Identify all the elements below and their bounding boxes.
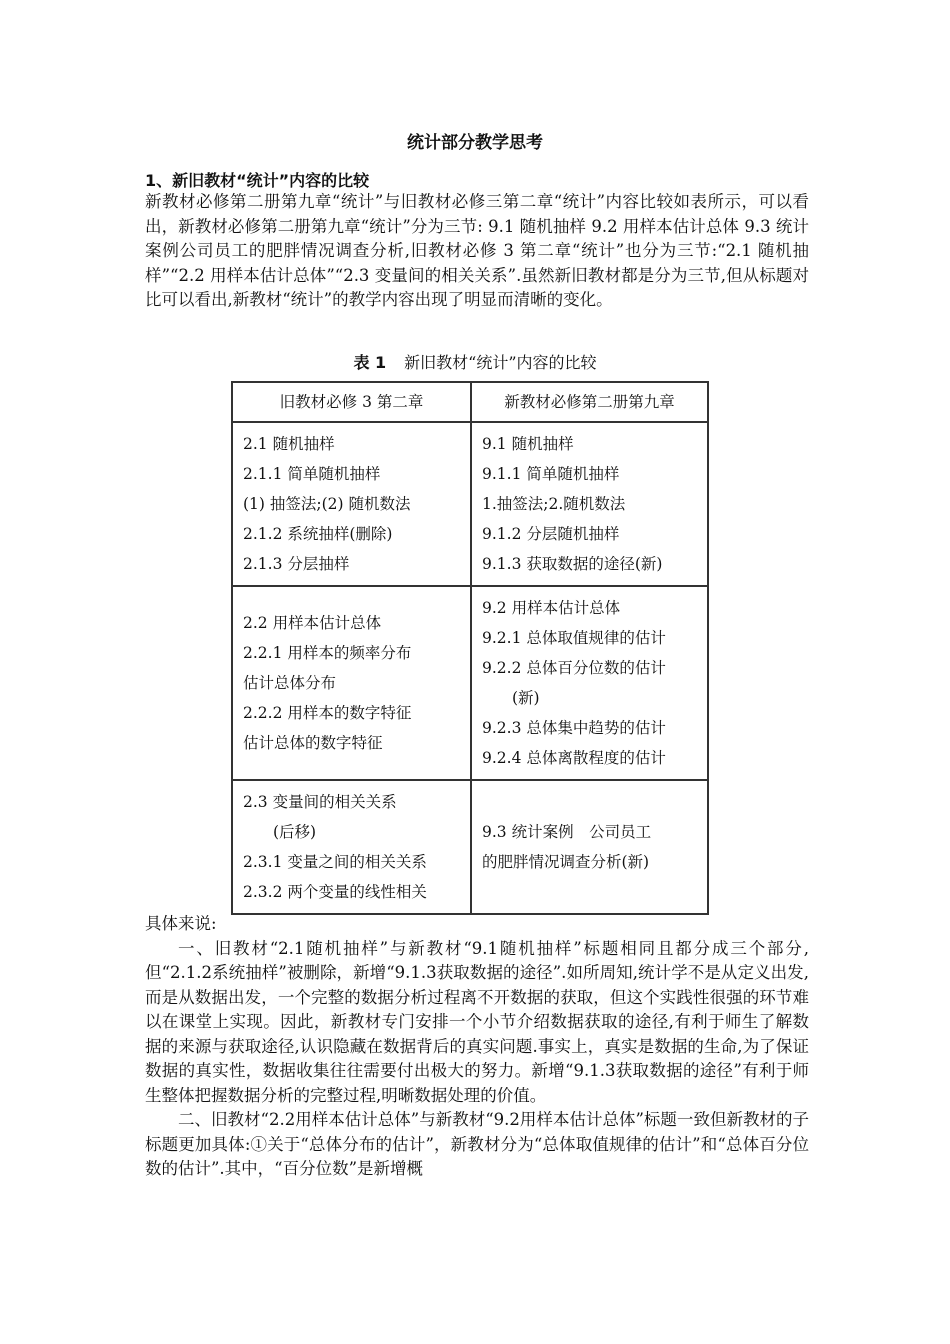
cell-line: 2.3.1 变量之间的相关关系 xyxy=(243,853,427,871)
cell-line: 2.2.1 用样本的频率分布 xyxy=(243,644,412,662)
section-heading: 1、新旧教材“统计”内容的比较 xyxy=(145,171,370,190)
body-text xyxy=(145,912,809,1182)
header-new-textbook: 新教材必修第二册第九章 xyxy=(471,382,708,422)
cell-line: 9.1 随机抽样 xyxy=(482,435,574,453)
cell-line: 2.2.2 用样本的数字特征 xyxy=(243,704,412,722)
cell-line: 9.2 用样本估计总体 xyxy=(482,599,621,617)
cell-line: (后移) xyxy=(273,823,317,841)
table-row xyxy=(232,586,708,780)
paragraph-two: 二、旧教材“2.2用样本估计总体”与新教材“9.2用样本估计总体”标题一致但新教材的子标题更加具体:①关于“总体分布的估计”，新教材分为“总体取值规律的估计”和“总体百分位数的估计”.其中，“百分位数”是新增概 xyxy=(145,1110,809,1178)
cell-line: 估计总体分布 xyxy=(243,674,337,692)
cell-line: 的肥胖情况调查分析(新) xyxy=(482,853,650,871)
specifically-label: 具体来说: xyxy=(145,914,217,933)
old-cell xyxy=(232,422,471,586)
cell-line: 2.1.3 分层抽样 xyxy=(243,555,350,573)
cell-line: 2.3.2 两个变量的线性相关 xyxy=(243,883,427,901)
cell-line: (新) xyxy=(512,689,540,707)
table-row xyxy=(232,422,708,586)
old-cell xyxy=(232,780,471,914)
paragraph-one: 一、旧教材“2.1随机抽样”与新教材“9.1随机抽样”标题相同且都分成三个部分,但“2.1.2系统抽样”被删除，新增“9.1.3获取数据的途径”.如所周知,统计学不是从定义出发,而是从数据出发，一个完整的数据分析过程离不开数据的获取，但这个实践性很强的环节难以在课堂上实现。因此，新教材专门安排一个小节介绍数据获取的途径,有利于师生了解数据的来源与获取途径,认识隐藏在数据背后的真实问题.事实上，真实是数据的生命,为了保证数据的真实性，数据收集往往需要付出极大的努力。新增“9.1.3获取数据的途径”有利于师生整体把握数据分析的完整过程,明晰数据处理的价值。 xyxy=(145,938,809,1105)
cell-line: 9.3 统计案例 公司员工 xyxy=(482,823,652,841)
cell-line: 9.2.1 总体取值规律的估计 xyxy=(482,629,666,647)
cell-line: 9.1.1 简单随机抽样 xyxy=(482,465,620,483)
cell-line: 2.2 用样本估计总体 xyxy=(243,614,382,632)
table-caption xyxy=(0,350,950,373)
cell-line: 9.2.4 总体离散程度的估计 xyxy=(482,749,666,767)
cell-line: 9.2.3 总体集中趋势的估计 xyxy=(482,719,666,737)
old-cell xyxy=(232,586,471,780)
cell-line: 9.1.2 分层随机抽样 xyxy=(482,525,620,543)
new-cell xyxy=(471,422,708,586)
cell-line: 9.2.2 总体百分位数的估计 xyxy=(482,659,666,677)
cell-line: 1.抽签法;2.随机数法 xyxy=(482,495,626,513)
cell-line: (1) 抽签法;(2) 随机数法 xyxy=(243,495,411,513)
cell-line: 2.1 随机抽样 xyxy=(243,435,335,453)
cell-line: 2.3 变量间的相关关系 xyxy=(243,793,397,811)
cell-line: 9.1.3 获取数据的途径(新) xyxy=(482,555,663,573)
cell-line: 估计总体的数字特征 xyxy=(243,734,383,752)
new-cell xyxy=(471,586,708,780)
table-header-row xyxy=(232,382,708,422)
table-row xyxy=(232,780,708,914)
new-cell xyxy=(471,780,708,914)
page-title: 统计部分教学思考 xyxy=(407,133,543,153)
header-old-textbook: 旧教材必修 3 第二章 xyxy=(232,382,471,422)
comparison-table xyxy=(231,381,709,915)
table-caption-text: 新旧教材“统计”内容的比较 xyxy=(404,353,597,372)
intro-paragraph: 新教材必修第二册第九章“统计”与旧教材必修三第二章“统计”内容比较如表所示，可以看出，新教材必修第二册第九章“统计”分为三节: 9.1 随机抽样 9.2 用样本估计总体 9.3 统计案例公司员工的肥胖情况调查分析,旧教材必修 3 第二章“统计”也分为三节:“2.1 随机抽样”“2.2 用样本估计总体”“2.3 变量间的相关关系”.虽然新旧教材都是分为三节,但从标题对比可以看出,新教材“统计”的教学内容出现了明显而清晰的变化。 xyxy=(145,192,809,309)
cell-line: 2.1.1 简单随机抽样 xyxy=(243,465,381,483)
table-caption-label: 表 1 xyxy=(353,353,387,372)
cell-line: 2.1.2 系统抽样(删除) xyxy=(243,525,393,543)
